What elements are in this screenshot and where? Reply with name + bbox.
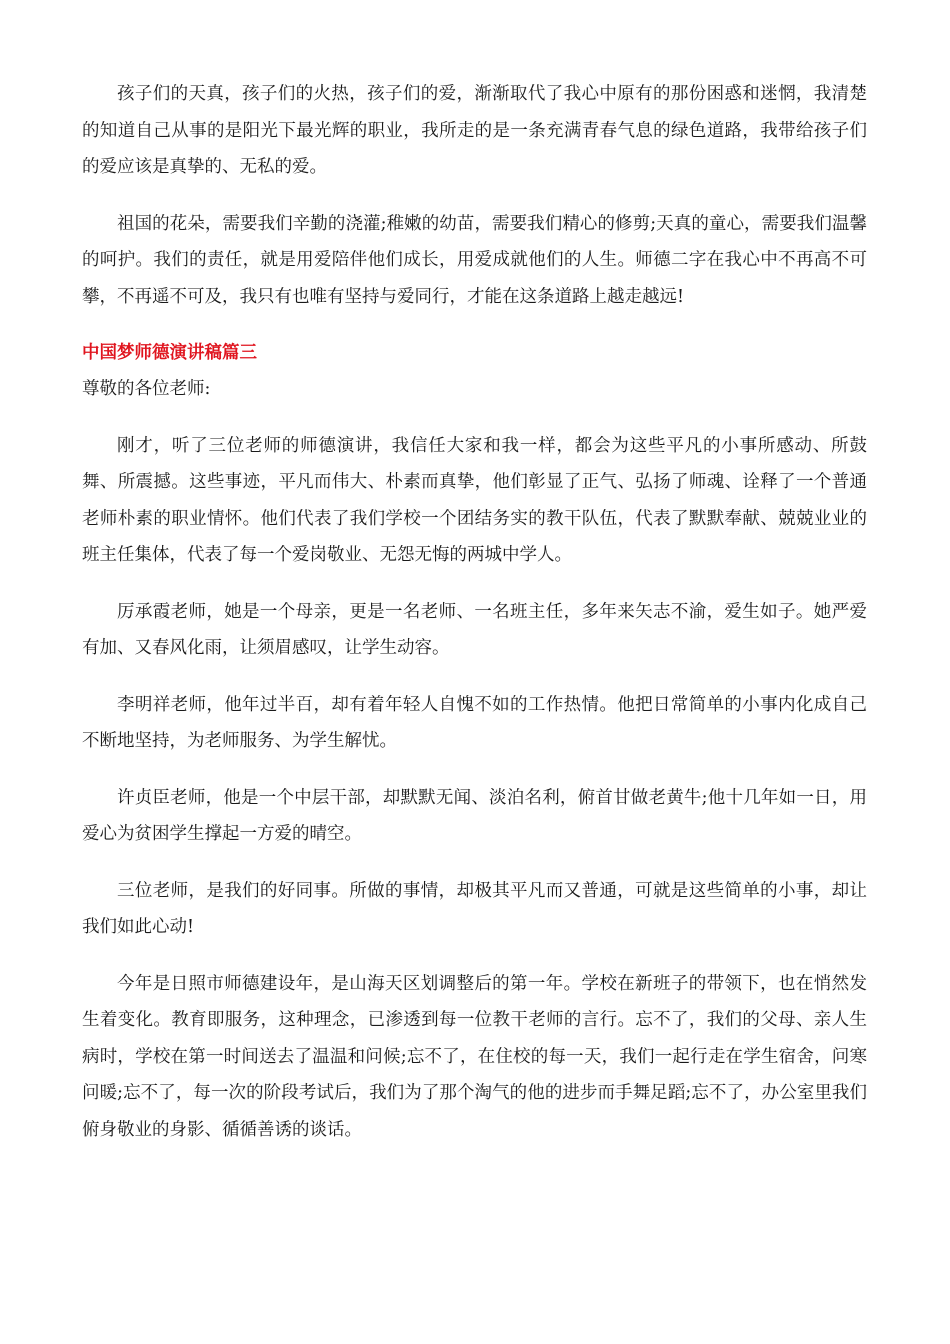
document-page xyxy=(82,76,867,1168)
paragraph: 李明祥老师，他年过半百，却有着年轻人自愧不如的工作热情。他把日常简单的小事内化成自己不断地坚持，为老师服务、为学生解忧。 xyxy=(82,694,867,751)
paragraph: 今年是日照市师德建设年，是山海天区划调整后的第一年。学校在新班子的带领下，也在悄然发生着变化。教育即服务，这种理念，已渗透到每一位教干老师的言行。忘不了，我们的父母、亲人生病时，学校在第一时间送去了温温和问候;忘不了，在住校的每一天，我们一起行走在学生宿舍，问寒问暖;忘不了，每一次的阶段考试后，我们为了那个淘气的他的进步而手舞足蹈;忘不了，办公室里我们俯身敬业的身影、循循善诱的谈话。 xyxy=(82,973,867,1140)
paragraph: 三位老师，是我们的好同事。所做的事情，却极其平凡而又普通，可就是这些简单的小事，却让我们如此心动! xyxy=(82,880,867,937)
paragraph: 刚才，听了三位老师的师德演讲，我信任大家和我一样，都会为这些平凡的小事所感动、所鼓舞、所震撼。这些事迹，平凡而伟大、朴素而真挚，他们彰显了正气、弘扬了师魂、诠释了一个普通老师朴素的职业情怀。他们代表了我们学校一个团结务实的教干队伍，代表了默默奉献、兢兢业业的班主任集体，代表了每一个爱岗敬业、无怨无悔的两城中学人。 xyxy=(82,435,867,565)
salutation: 尊敬的各位老师: xyxy=(82,379,211,399)
paragraph: 许贞臣老师，他是一个中层干部，却默默无闻、淡泊名利，俯首甘做老黄牛;他十几年如一日，用爱心为贫困学生撑起一方爱的晴空。 xyxy=(82,787,867,844)
section-title: 中国梦师德演讲稿篇三 xyxy=(82,343,257,363)
paragraph: 祖国的花朵，需要我们辛勤的浇灌;稚嫩的幼苗，需要我们精心的修剪;天真的童心，需要我们温馨的呵护。我们的责任，就是用爱陪伴他们成长，用爱成就他们的人生。师德二字在我心中不再高不可攀，不再遥不可及，我只有也唯有坚持与爱同行，才能在这条道路上越走越远! xyxy=(82,213,867,307)
paragraph: 厉承霞老师，她是一个母亲，更是一名老师、一名班主任，多年来矢志不渝，爱生如子。她严爱有加、又春风化雨，让须眉感叹，让学生动容。 xyxy=(82,601,867,658)
paragraph: 孩子们的天真，孩子们的火热，孩子们的爱，渐渐取代了我心中原有的那份困惑和迷惘，我清楚的知道自己从事的是阳光下最光辉的职业，我所走的是一条充满青春气息的绿色道路，我带给孩子们的爱应该是真挚的、无私的爱。 xyxy=(82,84,867,177)
